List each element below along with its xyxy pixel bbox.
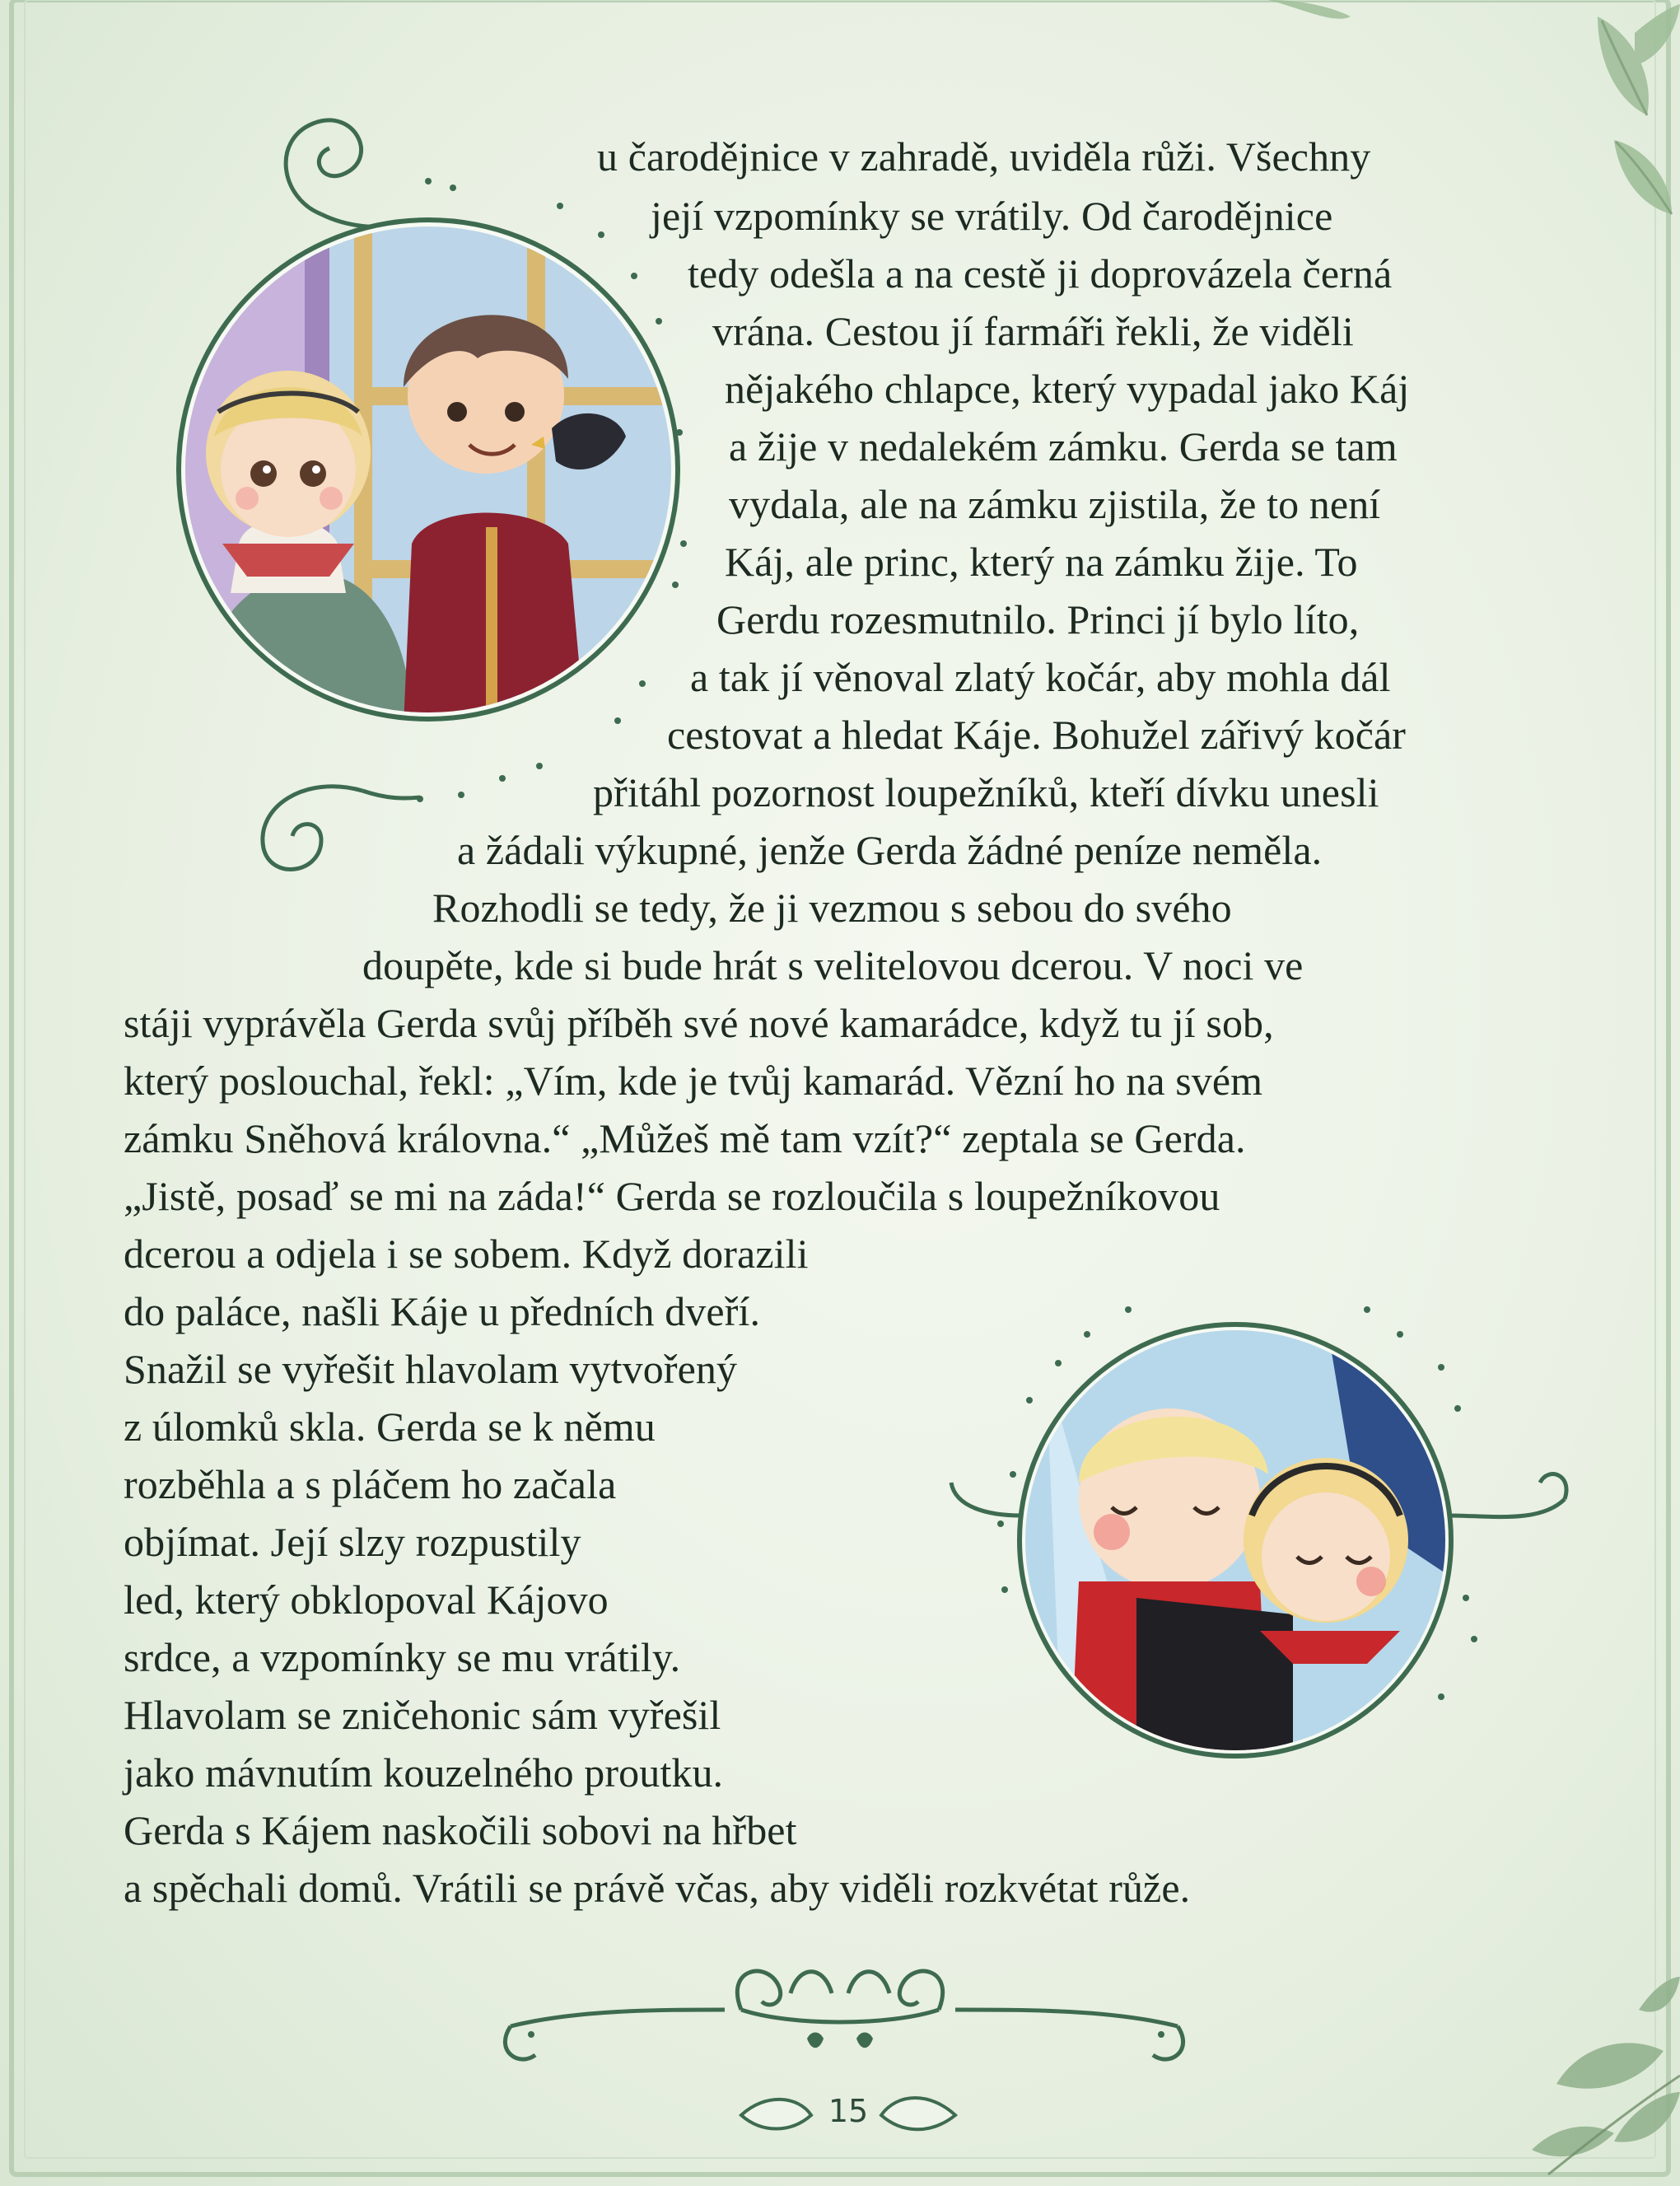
text-line: dcerou a odjela i se sobem. Když dorazili (124, 1231, 809, 1277)
text-line: stáji vyprávěla Gerda svůj příběh své nové kamarádce, když tu jí sob, (124, 1000, 1274, 1046)
text-line: zámku Sněhová královna.“ „Můžeš mě tam vzít?“ zeptala se Gerda. (124, 1115, 1246, 1161)
gerda-hugging-kaj-illustration (865, 1268, 1606, 1829)
text-line: rozběhla a s pláčem ho začala (124, 1461, 617, 1507)
text-line: „Jistě, posaď se mi na záda!“ Gerda se rozloučila s loupežníkovou (124, 1173, 1220, 1219)
text-line: nějakého chlapce, který vypadal jako Káj (725, 366, 1410, 412)
text-line: led, který obklopoval Kájovo (124, 1576, 609, 1623)
text-line: tedy odešla a na cestě ji doprovázela černá (688, 250, 1393, 297)
text-line: přitáhl pozornost loupežníků, kteří dívku unesli (593, 769, 1379, 815)
text-line: Rozhodli se tedy, že ji vezmou s sebou do svého (432, 885, 1232, 931)
text-line: Káj, ale princ, který na zámku žije. To (725, 539, 1358, 585)
page-number: 15 (828, 2093, 869, 2129)
text-line: a tak jí věnoval zlatý kočár, aby mohla dál (690, 654, 1391, 700)
text-line: Hlavolam se zničehonic sám vyřešil (124, 1692, 721, 1738)
text-line: který poslouchal, řekl: „Vím, kde je tvůj kamarád. Vězní ho na svém (124, 1058, 1263, 1104)
text-line: z úlomků skla. Gerda se k němu (124, 1404, 656, 1450)
text-line: Gerda s Kájem naskočili sobovi na hřbet (124, 1807, 797, 1853)
text-line: vrána. Cestou jí farmáři řekli, že viděli (712, 308, 1354, 354)
text-line: jako mávnutím kouzelného proutku. (124, 1749, 724, 1796)
text-line: a spěchali domů. Vrátili se právě včas, aby viděli rozkvétat růže. (124, 1865, 1191, 1911)
text-line: u čarodějnice v zahradě, uviděla růži. Všechny (597, 133, 1371, 180)
text-line: Gerdu rozesmutnilo. Princi jí bylo líto, (716, 596, 1360, 642)
text-line: vydala, ale na zámku zjistila, že to není (729, 481, 1381, 527)
text-line: Snažil se vyřešit hlavolam vytvořený (124, 1346, 738, 1392)
text-line: do paláce, našli Káje u předních dveří. (124, 1288, 761, 1334)
text-line: její vzpomínky se vrátily. Od čarodějnice (651, 193, 1333, 239)
text-line: doupěte, kde si bude hrát s velitelovou dcerou. V noci ve (362, 942, 1304, 988)
text-line: a žádali výkupné, jenže Gerda žádné peníze neměla. (457, 827, 1323, 873)
text-line: a žije v nedalekém zámku. Gerda se tam (729, 423, 1398, 469)
text-line: srdce, a vzpomínky se mu vrátily. (124, 1634, 681, 1680)
text-line: cestovat a hledat Káje. Bohužel zářivý kočár (667, 712, 1407, 758)
text-line: objímat. Její slzy rozpustily (124, 1519, 581, 1565)
gerda-and-prince-illustration (115, 82, 741, 873)
